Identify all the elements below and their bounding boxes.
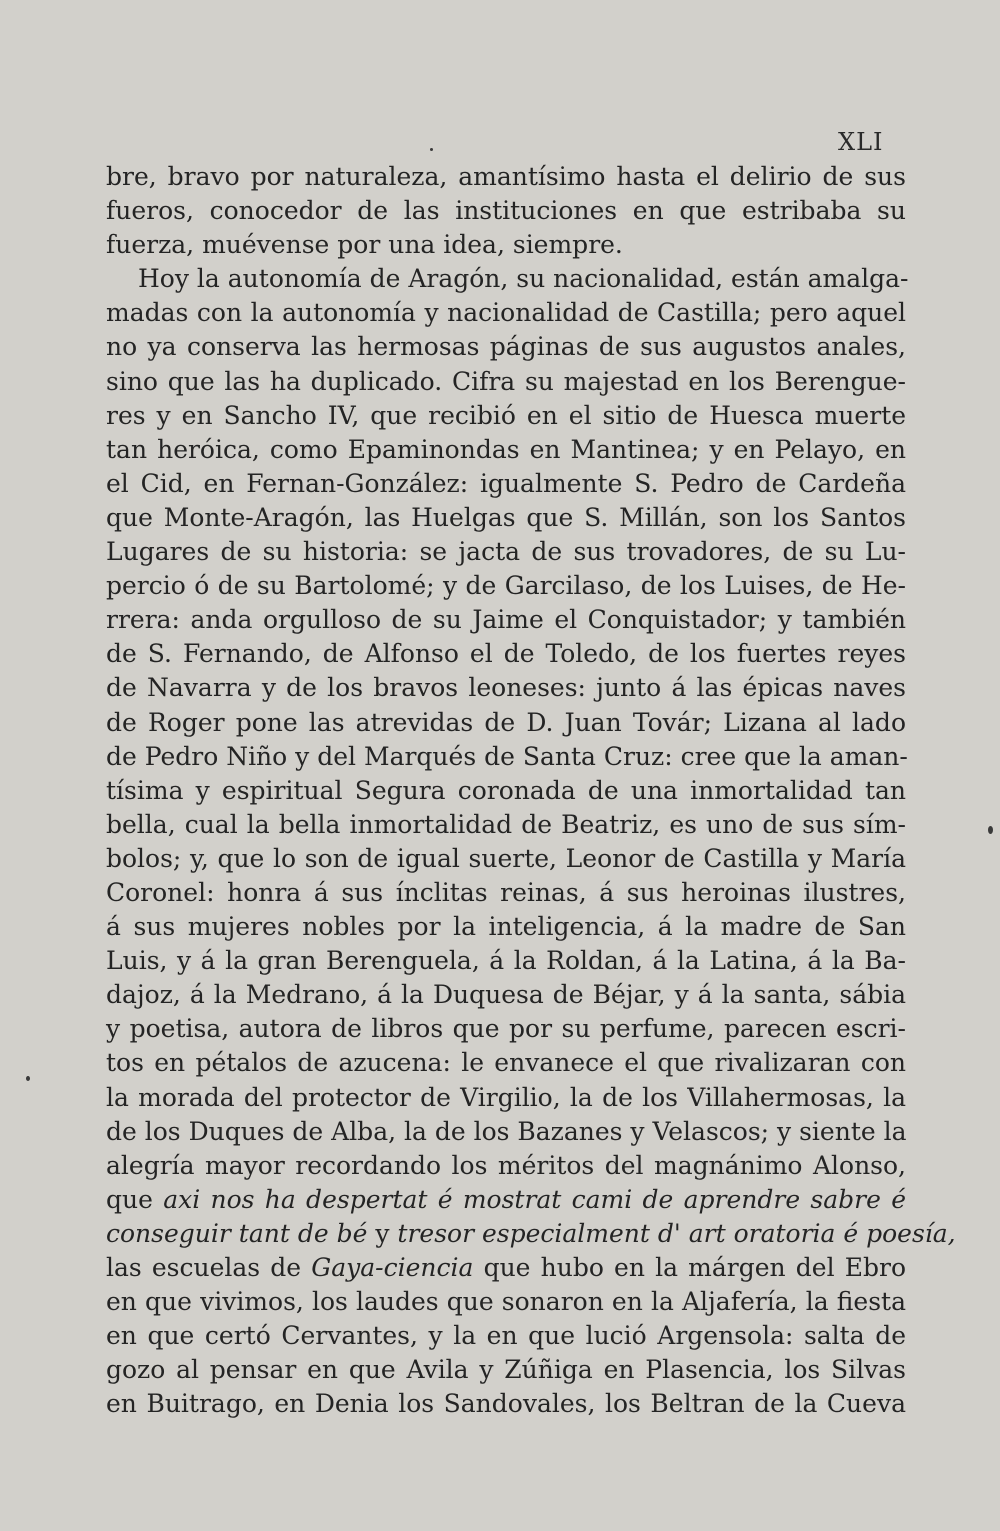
text-line: de Navarra y de los bravos leoneses: junto á las épicas naves [106,673,906,703]
paper-speck [26,1076,30,1081]
text-line: de los Duques de Alba, la de los Bazanes y Velascos; y siente la [106,1116,907,1146]
text-line: en que vivimos, los laudes que sonaron en la Aljafería, la fiesta [106,1287,906,1317]
text-line: Lugares de su historia: se jacta de sus trovadores, de su Lu- [106,537,906,567]
text-line: de Pedro Niño y del Marqués de Santa Cruz: cree que la aman- [106,741,908,771]
text-line: de S. Fernando, de Alfonso el de Toledo, de los fuertes reyes [106,639,906,669]
text-line-quote [106,1183,906,1217]
text-line: fuerza, muévense por una idea, siempre. [106,230,623,260]
text-line: tan heróica, como Epaminondas en Mantinea; y en Pelayo, en [106,434,906,464]
text-line: el Cid, en Fernan-González: igualmente S. Pedro de Cardeña [106,468,906,498]
text-line: bella, cual la bella inmortalidad de Beatriz, es uno de sus sím- [106,809,906,839]
text-line: res y en Sancho IV, que recibió en el sitio de Huesca muerte [106,400,906,430]
text-line: fueros, conocedor de las instituciones en que estribaba su [106,196,906,226]
text-run: y [367,1218,398,1248]
text-line: bre, bravo por naturaleza, amantísimo hasta el delirio de sus [106,162,906,191]
text-line: y poetisa, autora de libros que por su perfume, parecen escri- [106,1014,906,1044]
italic-quote: conseguir tant de bé [106,1218,368,1248]
italic-quote: axi nos ha despertat é mostrat cami de aprendre sabre é [163,1184,906,1214]
text-line: gozo al pensar en que Avila y Zúñiga en Plasencia, los Silvas [106,1355,906,1385]
paragraph-start-line: Hoy la autonomía de Aragón, su nacionalidad, están amalga- [138,264,909,294]
text-line-quote [106,1217,956,1251]
text-line: tísima y espiritual Segura coronada de una inmortalidad tan [106,775,906,805]
text-line: no ya conserva las hermosas páginas de sus augustos anales, [106,332,906,362]
page-number: XLI [838,128,884,156]
text-run: que [106,1184,164,1214]
text-line: Luis, y á la gran Berenguela, á la Roldan, á la Latina, á la Ba- [106,946,906,976]
italic-term: Gaya-ciencia [311,1253,474,1282]
text-line [106,1251,906,1285]
text-line: Coronel: honra á sus ínclitas reinas, á sus heroinas ilustres, [106,877,906,907]
text-line: dajoz, á la Medrano, á la Duquesa de Béjar, y á la santa, sábia [106,980,906,1010]
text-line: en que certó Cervantes, y la en que lució Argensola: salta de [106,1321,906,1351]
text-line: la morada del protector de Virgilio, la de los Villahermosas, la [106,1082,906,1112]
italic-quote: tresor especialment d' art oratoria é poesía, [397,1218,956,1248]
text-line: percio ó de su Bartolomé; y de Garcilaso, de los Luises, de He- [106,571,906,601]
text-line: que Monte-Aragón, las Huelgas que S. Millán, son los Santos [106,502,906,532]
text-line: á sus mujeres nobles por la inteligencia, á la madre de San [106,912,906,942]
text-line: alegría mayor recordando los méritos del magnánimo Alonso, [106,1150,906,1180]
text-run: las escuelas de [106,1253,312,1282]
text-line: de Roger pone las atrevidas de D. Juan Továr; Lizana al lado [106,707,906,737]
text-line: en Buitrago, en Denia los Sandovales, los Beltran de la Cueva [106,1389,906,1419]
text-line: rrera: anda orgulloso de su Jaime el Conquistador; y también [106,605,906,635]
text-line: sino que las ha duplicado. Cifra su majestad en los Berengue- [106,366,906,396]
text-line: tos en pétalos de azucena: le envanece el que rivalizaran con [106,1048,906,1078]
text-run: que hubo en la márgen del Ebro [473,1253,906,1282]
text-line: bolos; y, que lo son de igual suerte, Leonor de Castilla y María [106,843,906,873]
paper-speck [430,148,433,151]
body-text [106,160,956,1421]
paper-speck [988,826,993,834]
text-line: madas con la autonomía y nacionalidad de Castilla; pero aquel [106,298,906,328]
